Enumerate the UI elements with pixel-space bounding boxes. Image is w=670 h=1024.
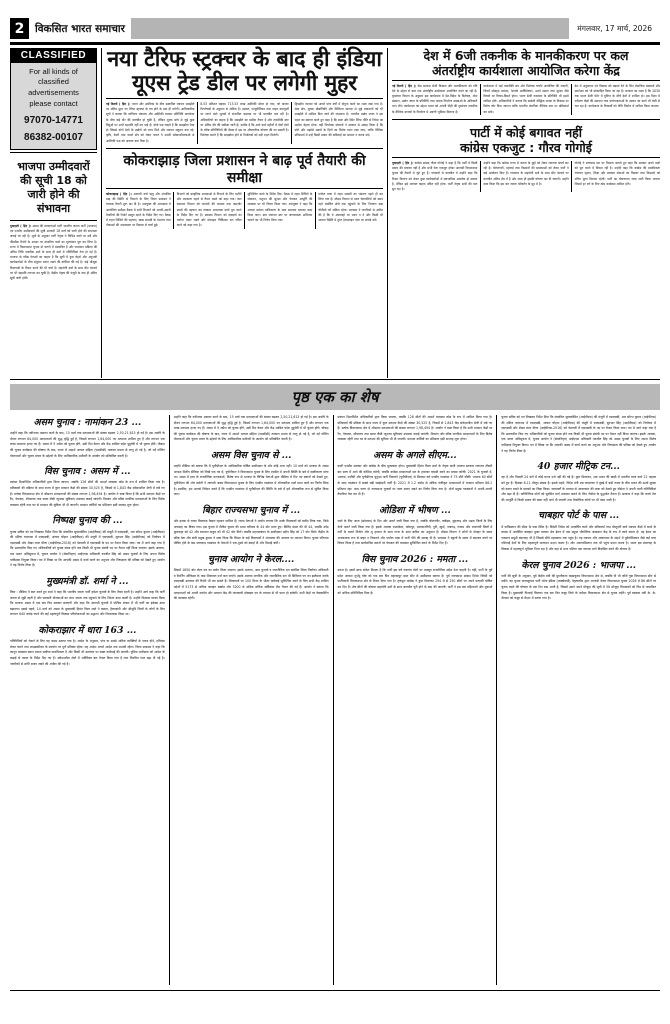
jump-body-1: प्रबंधन दिशानिर्देश अधिकारियों द्वारा किया जाएगा, जबकि 126 सीटों की आदर्श व्यवस्था कोड के रूप में शामिल किया गया है। प्रतिस्पर्धा की प्रक्रिया के साथ राज्य में कुल मतदान केंद्रों की संख्या 30,525 है, जिसमें से 1,843 केंद्र संवेदनशील श्रेणी में रखे गए हैं। प्रत्येक विधानसभा क्षेत्र में औसतन मतदाताओं की संख्या लगभग 1,98,494 है। आयोग ने स्पष्ट किया है कि सभी मतदान केंद्रों पर रैंप, पेयजल, शौचालय तथा छाया जैसी न्यूनतम सुविधाएं उपलब्ध कराई जाएंगी। दिव्यांग और वरिष्ठ नागरिक मतदाताओं के लिए विशेष व्यवस्था रहेगी तथा घर से मतदान की सुविधा भी दी जाएगी। मतदान कर्मियों का प्रशिक्षण इसी सप्ताह शुरू होगा। [10,480,165,507]
lead-headline-rule [106,98,383,99]
sixg-headline-line-2: अंतर्राष्ट्रीय कार्यशाला आयोजित करेगा केंद्र [432,62,620,78]
classified-phone-2: 86382-00107 [24,132,83,143]
jump-body-4: गतिविधियों को रोकने के लिए यह कदम उठाया गया है। आदेश के अनुसार, पांच या उससे अधिक व्यक्तियों के एकत्र होने, हथियार लेकर चलने तथा लाउडस्पीकर के उपयोग पर पूर्ण प्रतिबंध रहेगा। यह आदेश अगले आदेश तक प्रभावी रहेगा। जिला प्रशासन ने कहा कि कानून व्यवस्था बनाए रखना सर्वोच्च प्राथमिकता है और किसी भी उल्लंघन पर सख्त कार्रवाई की जाएगी। पुलिस अधीक्षक को आदेश के कड़ाई से पालन के निर्देश दिए गए हैं। संवेदनशील क्षेत्रों में अतिरिक्त बल तैनात किया गया है तथा नियमित गश्त बढ़ा दी गई है। नागरिकों से शांति बनाए रखने की अपील की गई है। [10,639,165,666]
lead-story-column [102,48,388,378]
bjp-headline-rule [10,220,97,221]
page-number: 2 [10,18,29,39]
lead-col-2: 8.53 प्रतिशत बढ़कर 713.53 लाख अमेरिकी डॉलर हो गया, जो बाजार विश्लेषकों के अनुमान से अधिक है। इस्पात, एल्युमीनियम तथा वाहन कलपुर्जों पर लगने वाले शुल्कों में संभावित बदलाव पर भी बातचीत चल रही है। अधिकारियों का कहना है कि समझौते का मसौदा तैयार है और तकनीकी स्तर पर अंतिम दौर की समीक्षा जारी है। उम्मीद है कि आने वाले महीनों में दोनों देशों के वरिष्ठ प्रतिनिधियों की बैठक में इस पर औपचारिक घोषणा की जा सकती है। विशेषज्ञ मानते हैं कि समझौता होने से निर्यातकों को बड़ी राहत मिलेगी। [200,102,289,138]
section-divider-rule [10,379,660,380]
sixg-headline-line-1: देश में 6जी तकनीक के मानकीकरण पर कल [423,47,629,63]
classified-phone-1: 97070-14771 [24,115,83,126]
jump-heading-12: चाबहार पोर्ट के पास ... [538,510,620,522]
sixg-col-2: कार्यशाला में कई तकनीकी सत्र और विशेषज्ञ चर्चाएं आयोजित की जाएंगी, जिनमें स्पेक्ट्रम प्रबंधन, नेटवर्क आर्किटेक्चर, ऊर्जा दक्षता तथा सुरक्षा जैसे विषयों पर विचार-विमर्श होगा। भारत 6जी गठबंधन के प्रतिनिधि भी इसमें शामिल होंगे। अधिकारियों ने बताया कि स्वदेशी बौद्धिक संपदा के विकास पर विशेष जोर दिया जाएगा ताकि भारतीय कंपनियां वैश्विक स्तर पर प्रतिस्पर्धा कर सकें। [483,83,569,114]
jump-heading-3: मुख्यमंत्री डॉ. शर्मा ने ... [46,575,129,587]
congress-col-2: उन्होंने कहा कि कांग्रेस राज्य में जनता के मुद्दों को लेकर लगातार संघर्ष कर रही है। बेरोजगारी, महंगाई तथा किसानों की समस्याओं को लेकर पार्टी ने कई आंदोलन किए हैं। गठबंधन के सहयोगी दलों के साथ सीट बंटवारे पर बातचीत अंतिम दौर में है और जल्द ही इसकी घोषणा कर दी जाएगी। उन्होंने दावा किया कि इस बार जनता परिवर्तन के मूड में है। [483,160,569,186]
kokrajhar-col-2: विभागों को प्राकृतिक आपदाओं से निपटने के लिए मशीनें और उपकरण पहले से तैयार रखने को कहा गया। जल संसाधन विभाग को तटबंधों की मरम्मत तथा कमजोर स्थलों की पहचान कर तत्काल आवश्यक कार्य पूरा करने के निर्देश दिए गए हैं। स्वास्थ्य विभाग को दवाइयों का पर्याप्त भंडार रखने और मोबाइल चिकित्सा दल गठित करने को कहा गया है। [176,191,242,228]
congress-headline-line-2: कांग्रेस एकजुट : गौरव गोगोई [460,140,592,156]
masthead-rule [10,42,660,45]
congress-dateline: गुवाहाटी ( हिंद )। [392,160,414,165]
kokrajhar-headline: कोकराझाड़ जिला प्रशासन ने बाढ़ पूर्व तैयारी की समीक्षा [123,152,366,186]
jump-heading-4: कोकराझार में धारा 163 ... [38,625,137,637]
page-footer-rule [10,990,660,991]
jump-column-4 [497,415,660,985]
jump-column-3 [334,415,498,985]
classified-header: CLASSIFIED [10,48,97,63]
jump-body-8: वाली एनडीए सरकार और कांग्रेस के बीच मुकाबला होगा। मुख्यमंत्री हिमंत विश्व शर्मा के नेतृत्व वाली भाजपा सरकार लगातार तीसरी बार सत्ता में आने की कोशिश करेगी, जबकि कांग्रेस मतदाताओं दल के हाराकर वापसी करने का प्रयास करेगी। 2021 के चुनावों में, भाजपा, एजीपी और यूपीडीएफ यूनूनम पार्टी निकलने (यूपीपीएल) से मिलकर बने एनडीए गठबंधन ने 75 सीटें जीतीं। भाजपा 60 सीटों के साथ गठबंधन में सबसे बड़ी साझेदारी पार्टी है। 2021 में 1.2 करोड़ से अधिक पंजीकृत मतदाताओं में मतदान प्रतिशत 86.2 प्रतिशत रहा। आठ चरण दो राज्यसभा चुनावों पर नजर बनाए रखने का निर्णय लिया गया है। दोनों प्रमुख गठबंधनों ने अपनी-अपनी तैयारियां तेज कर दी हैं। [337,464,493,497]
jump-body-2: चुनाव सचिव को पत्र लिखकर निर्देश दिया कि संचालित सुव्यवस्थित (आईपीएस) की मंजूरी में एसएसबी, आर सौरभ कुमार (आईपीएस) की दक्षिण चालनदा में एसएसबी, आंचल चौहान (आईपीएस) की मंजूरी में एसएसबी, सुरभार सिंह (आईपीएस) को निर्वाचन में एसएसबी और शेखर लाल मीणा (आईपीएस-2016) को पेशावरी में एसएसबी के पद पर तैनात किया जाए। पत्र में आगे कहा गया है कि भ्रमणशील किए गए अधिकारियों को चुनाव संपन्न होने तक किसी भी चुनाव संबंधी पद पर तैनात नहीं किया जाएगा। इसके अलावा, एक अलग अधिसूचना में, चुनाव आयोग ने (सेवानिवृत्त) आईएएस अधिकारी नवजीत सिंह को असम चुनावों के लिए अपना विशेष पर्यवेक्षक नियुक्त किया। पत्र में लिखा था कि आपकी असम में कार्य करने का अनुभव और निष्पक्षता की प्रतिष्ठा को देखते हुए आयोग ने यह निर्णय लिया है। [10,529,165,568]
jump-body-5: उन्होंने मीडिया को बताया कि मैं यूपीपीएल के आधिकारिक घोषित उम्मीदवार के और कोई अन्य नहीं। 10 मार्च को भाजपा के असम अध्यक्ष दिलीप सैकिया को लिखे एक पत्र में, यूपीपीएल ने विधानसभा चुनाव के लिए एनडीए में अपनी स्थिति के बारे में स्पष्टीकरण मांगा था। असम में हाल के राजनीतिक घटनाक्रमों, विशेष रूप से भाजपा के विभिन्न नेताओं द्वारा मीडिया में दिए गए बयानों को देखते हुए, यूपीपीएल की ओर कमेटी ने आगामी असम विधानसभा चुनाव के लिए एनडीए गठबंधन में औपचारिक दर्जा प्राप्त करने का निर्णय लिया है। इसलिए, हम आपसे निवेदन करते हैं कि एनडीए गठबंधन में यूपीपीएल की स्थिति के बारे में हमें औपचारिक रूप से सूचित किया जाए। [173,464,329,497]
bjp-list-body [10,224,97,282]
continuation-banner [10,384,660,410]
jump-body-9: जाते के लिए आज (सोमवार) के दिन और अलर्ट जारी किया गया है, जबकि बोलनगीर, क्योंझर, सुंदरगढ़ और भद्रक जिलों के लिए येलो अलर्ट जारी किया गया है। इसके अलावा राउरकेला, कोरापुट, मलकानगिरी, पुरी, खुर्दा, नयागढ़, गंजाम और राजगांवी जिलों में गर्मी के चलते निर्जल और लू हालात के साथ गरज के साथ बारिश का अनुमान है। मौसम विभाग ने लोगों से दोपहर के समय अनावश्यक रूप से बाहर न निकलने और पर्याप्त मात्रा में पानी पीने की सलाह दी है। प्रशासन ने स्कूलों के समय में बदलाव करने पर विचार किया है तथा सार्वजनिक स्थानों पर पेयजल की व्यवस्था सुनिश्चित करने के निर्देश दिए हैं। [337,519,493,546]
congress-col-3: गोगोई ने सत्तारूढ़ दल पर निशाना साधते हुए कहा कि सरकार अपने वादों को पूरा करने में विफल रही है। उन्होंने कहा कि कांग्रेस की प्राथमिकता रोजगार सृजन, शिक्षा और स्वास्थ्य सेवाओं का विस्तार तथा किसानों को उचित मूल्य दिलाना रहेगी। पार्टी का घोषणापत्र जल्द जारी किया जाएगा जिसमें हर वर्ग के लिए ठोस कार्यक्रम शामिल होंगे। [574,160,660,186]
jump-heading-5: असम विस चुनाव से ... [210,450,292,462]
publication-date: मंगलवार, 17 मार्च, 2026 [569,18,660,39]
congress-headline-line-1: पार्टी में कोई बगावत नहीं [469,124,583,140]
lead-headline-line-2: यूएस ट्रेड डील पर लगेगी मुहर [132,71,357,96]
lead-col-1 [106,102,194,144]
bjp-dateline: गुवाहाटी ( हिंद )। [10,223,32,228]
jump-heading-6: बिहार राज्यसभा चुनाव में ... [202,504,301,516]
classified-line-3: advertisements [28,88,79,98]
jump-heading-2: निष्पक्ष चुनाव की ... [52,515,123,527]
lead-dateline: नई दिल्ली ( हिंद )। [106,102,131,106]
classified-column [10,48,102,378]
top-section [10,48,660,378]
jump-carryover-text-3: चुनाव सचिव को पत्र लिखकर निर्देश दिया कि संचालित सुव्यवस्थित (आईपीएस) की मंजूरी में एसएसबी, आर सौरभ कुमार (आईपीएस) की दक्षिण चालनदा में एसएसबी, आंचल चौहान (आईपीएस) की मंजूरी में एसएसबी, सुरभार सिंह (आईपीएस) को निर्वाचन में एसएसबी और शेखर लाल मीणा (आईपीएस-2016) को पेशावरी में एसएसबी के पद पर तैनात किया जाए। पत्र में आगे कहा गया है कि भ्रमणशील किए गए अधिकारियों को चुनाव संपन्न होने तक किसी भी चुनाव संबंधी पद पर तैनात नहीं किया जाएगा। इसके अलावा, एक अलग अधिसूचना में, चुनाव आयोग ने (सेवानिवृत्त) आईएएस अधिकारी नवजीत सिंह को असम चुनावों के लिए अपना विशेष पर्यवेक्षक नियुक्त किया। पत्र में लिखा था कि आपकी असम में कार्य करने का अनुभव और निष्पक्षता की प्रतिष्ठा को देखते हुए आयोग ने यह निर्णय लिया है। [501,415,657,453]
jump-body-6: और इनका से राजद विधायक फैसल रहमान शामिल हैं। राजद नेताओं ने आरोप लगाया कि उनके विधायकों को खरीद लिया गया, जिसे अफवाह का विषय गया। इस चुनाव में नीतीश कुमार की प्रथम वरीयता के 44 वोट प्राप्त हुए। मिलिंद मंडल की भी 44, जबकि उपेंद्र कुशवाहा को 42 और रामनाथ ठाकुर को भी 42 वोट मिले। जबकि महागठबंधन के उम्मीदवार प्रदीप सिंह को 17 वोट मिले। केंद्रीय के वरिष्ठ नेता और संघी प्रमुख कुमार ने दावा किया कि विपक्ष के कई विधायकों ने अंतरात्मा की आवाज पर मतदान किया। चुनाव परिणाम घोषित होने के बाद सत्तारूढ़ गठबंधन के नेताओं ने एक-दूसरे को बधाई दी और मिठाई बांटी। [173,519,329,546]
bjp-body-text: असम की मतदाताओं पार्टी भारतीय जनता पार्टी (भाजपा) एवं एनडीए उम्मीदवारों की सूची आगामी 18 मार्च को जारी होने की संभावना जताई जा रही है। सूत्रों के अनुसार पार्टी नेतृत्व ने विभिन्न स्तरों पर सर्वे और फीडबैक रिपोर्ट के आधार पर संभावित नामों का मूल्यांकन पूरा कर लिया है। राज्य में विधानसभा चुनाव दो चरणों में प्रस्तावित हैं और नामांकन प्रक्रिया की अंतिम तिथि नजदीक आने के साथ ही दलों में गतिविधियां तेज हो गई हैं। भाजपा के वरिष्ठ नेताओं का कहना है कि सूची में युवा चेहरों और अनुभवी कार्यकर्ताओं के बीच संतुलन बनाए रखने की कोशिश की गई है। कई मौजूदा विधायकों के टिकट कटने की भी चर्चा है। सहयोगी दलों के साथ सीट बंटवारे पर भी सहमति लगभग बन चुकी है। केंद्रीय नेतृत्व की मंजूरी के बाद ही अंतिम सूची जारी होगी। [10,223,97,281]
sixg-headline [392,48,660,79]
continuation-banner-title: पृष्ठ एक का शेष [291,388,379,406]
jump-heading-13: केरल चुनाव 2026 : भाजपा ... [521,559,636,571]
jump-heading-7: चुनाव आयोग ने केरल.... [208,554,295,566]
congress-body-columns [392,161,660,192]
masthead [10,18,660,39]
lead-headline [106,48,383,97]
sixg-body-columns [392,84,660,115]
jump-body-10: करना है। इसमें साफ संकेत मिलता है कि पार्टी इस वर्ष पंचायत वोटों पर मजबूत राजनीतिक संदेश देना चाहती है। वहीं, पार्टी के पूर्व प्रदेश अध्यक्ष शुभेंदु घोष को एक बार फिर बहरामपुर सदर सीट से उम्मीदवार बनाया है। पूर्व राज्यसभा सांसद दिनेश त्रिवेदी को पार्टीव्यापी विधानसभा क्षेत्र से टिकट दिया गया है। तृणमूल कांग्रेस ने कुल मिलाकर 294 में से 230 सीटों पर अपने प्रत्याशी घोषित कर दिए हैं। शेष सीटों की घोषणा सहयोगी दलों के साथ बातचीत पूरी होने के बाद की जाएगी। पार्टी ने इस बार महिलाओं और युवाओं को अधिक प्रतिनिधित्व दिया है। [337,568,493,595]
sixg-dateline: नई दिल्ली ( हिंद )। [392,83,417,88]
kokrajhar-col-4: पर्याप्त मात्रा में राहत सामग्री का भंडारण पहले ही कर लिया गया है। मौसम विभाग से प्राप्त चेतावनियों को समय रहते संबंधित क्षेत्रों तक पहुंचाने के लिए नियंत्रण कक्ष चौबीसों घंटे सक्रिय रहेगा। प्रशासन ने नागरिकों से अपील की है कि वे अफवाहों पर ध्यान न दें और किसी भी आपात स्थिति में तुरंत हेल्पलाइन नंबर पर संपर्क करें। [318,191,383,223]
jump-body-12: में पाकिस्तान की सीमा के पास स्थित है। विदेशी निवेश को आकर्षित करने और प्रतिस्पर्धा तथा मौजूदगी वाले व्यापार केंद्रों में बनने के प्रयास में अवस्थित चाबहार मुक्त व्यापार क्षेत्र ईरान में एक प्रमुख भौगोलिक अवस्थान केंद्र के रूप में कार्य करता है। यह ईरान का एकमात्र समुद्री बंदरगाह भी है जिससे सीधे महासागर तक पहुंच है। यह व्यापार और आवागमन के संदर्भ में तुर्कमेनिस्तान जैसे कई मध्य एशियाई देशों के लिए महत्वपूर्ण पारगमन प्रदान करता है। और अफगानिस्तान तक भी पहुंच प्रदान करता है। भारत इस बंदरगाह के विकास में महत्वपूर्ण भूमिका निभा रहा है और यहां से मध्य एशिया तक व्यापार मार्ग विकसित करने की योजना है। [501,524,656,552]
sixg-col-3: देश में अनुसंधान एवं विकास को बढ़ावा देने के लिए शैक्षणिक संस्थानों और स्टार्टअप को भी प्रोत्साहित किया जा रहा है। सरकार का लक्ष्य है कि 2030 तक भारत 6जी पेटेंट में दुनिया के शीर्ष देशों में शामिल हो। इस दिशा में परीक्षण केंद्रों की स्थापना तथा प्रयोगशालाओं के उन्नयन का कार्य भी तेजी से चल रहा है। कार्यशाला के निष्कर्षों को नीति निर्माण में शामिल किया जाएगा। [574,83,660,109]
jump-heading-0: असम चुनाव : नामांकन 23 ... [33,417,142,428]
congress-headline [392,125,660,156]
sixg-bottom-rule [392,119,660,120]
lead-headline-line-1: नया टैरिफ स्ट्रक्चर के बाद ही इंडिया [107,46,382,72]
jump-body-11: रहा है और पिछली 24 घंटों में कोई घटना दर्ज नहीं की गई है। कुल मिलाकर, अब भारत की खाड़ी में भारतीय ध्वज वाले 22 जहाज बने हुए हैं। दिसंबर 6.11 मौजूद संख्या है। इससे पहले, विदेश मंत्री एस जयशंकर ने मुंबई में बढ़ी तनाव के बीच भारत की ऊर्जा सुरक्षा को बनाए रखने के प्रयासों का जिक्र किया। जलमार्गों के माध्यम से आवागमन की मात्रा को देखते हुए नौसेना ने अपनी गश्ती गतिविधियां और बढ़ा दी हैं। वाणिज्यिक पोतों को सुरक्षित मार्ग उपलब्ध कराने के लिए नौसेना के युद्धपोत तैनात हैं। सरकार ने कहा कि कच्चे तेल की आपूर्ति में किसी प्रकार की बाधा नहीं आने दी जाएगी तथा वैकल्पिक स्रोतों पर भी काम जारी है। [501,475,656,502]
sixg-headline-rule [392,80,660,81]
kokrajhar-col-1-text: आगामी वर्षा ऋतु और संभावित बाढ़ की स्थिति से निपटने के लिए जिला प्रशासन ने व्यापक तैयारी शुरू कर दी है। उपायुक्त की अध्यक्षता में आयोजित समीक्षा बैठक में सभी विभागों को अपनी-अपनी तैयारियों की रिपोर्ट प्रस्तुत करने के निर्देश दिए गए। बैठक में राहत शिविरों की पहचान, खाद्य सामग्री के भंडारण तथा नौकाओं की उपलब्धता पर विस्तार से चर्चा हुई। [106,191,171,228]
jump-heading-10: विस चुनाव 2026 : ममता ... [361,554,469,566]
congress-col-1 [392,161,477,192]
classified-line-1: For all kinds of [29,66,78,76]
jump-heading-1: विस चुनाव : असम में ... [44,466,131,478]
sixg-col-1-text: केंद्र सरकार 6जी विकास और मानकीकरण को गति देने के उद्देश्य से कल एक अंतर्राष्ट्रीय कार्यशाला आयोजित करने जा रही है। दूरसंचार विभाग के अनुसार इस कार्यशाला में देश-विदेश के विशेषज्ञ, शोध संस्थान, उद्योग जगत के प्रतिनिधि तथा मानक निर्धारण संस्थाओं के अधिकारी भाग लेंगे। कार्यशाला का उद्देश्य भारत को अगली पीढ़ी की दूरसंचार तकनीक के वैश्विक मानकों के निर्धारण में अग्रणी भूमिका दिलाना है। [392,83,478,114]
lead-body-columns [106,102,383,144]
jump-body-3: विधा : मीडिया ने बात करते हुए शर्मा ने कहा कि भारतीय जनता पार्टी हमेशा चुनावों के लिए तैयार रहती है। उन्होंने आगे कहा कि पार्टी जनता से जुड़ी रहती है और सरकारी योजनाओं का लाभ जनता तक पहुंचाने के लिए निरंतर काम करती है। उन्होंने विश्वास व्यक्त किया कि भाजपा असम में एक बार फिर सरकार बनाएगी और कहा कि आगामी चुनावों में पश्चिम बंगाल में भी पार्टी का इंडेक्स ऊंचा बढ़ाएगा। इससे पहले, 14 मार्च को असम के मुख्यमंत्री हिमंत विश्व शर्मा ने कछार, हैलाकांदी और श्रीभूमि जिलों के लोगों के लिए लगभग 640 करोड़ रुपये की कई महत्वपूर्ण विकास परियोजनाओं का उद्घाटन और शिलान्यास किया था। [10,589,165,617]
jump-heading-9: ओडिशा में भीषण ... [379,504,451,516]
sixg-col-1 [392,84,477,115]
classified-divider [10,152,97,153]
lead-col-3: द्विपक्षीय व्यापार को अगले पांच वर्षों में दोगुना करने का लक्ष्य रखा गया है। सेवा क्षेत्र, सूचना प्रौद्योगिकी और डिजिटल व्यापार से जुड़े प्रावधानों को भी समझौते में शामिल किए जाने की संभावना है। भारतीय उद्योग जगत ने इस पहल का स्वागत करते हुए कहा है कि स्पष्ट और स्थिर टैरिफ नीति से निवेश का माहौल बेहतर होगा। वहीं निर्यातक संगठनों ने सरकार से आग्रह किया है कि छोटे और मझोले उद्यमों के हितों का विशेष ध्यान रखा जाए, ताकि वैश्विक प्रतिस्पर्धा में उन्हें किसी प्रकार की कठिनाई का सामना न करना पड़े। [294,102,383,138]
jump-heading-11: 40 हजार मीट्रिक टन... [537,461,620,473]
jump-carryover-text-2: प्रबंधन दिशानिर्देश अधिकारियों द्वारा किया जाएगा, जबकि 126 सीटों की आदर्श व्यवस्था कोड के रूप में शामिल किया गया है। प्रतिस्पर्धा की प्रक्रिया के साथ राज्य में कुल मतदान केंद्रों की संख्या 30,525 है, जिसमें से 1,843 केंद्र संवेदनशील श्रेणी में रखे गए हैं। प्रत्येक विधानसभा क्षेत्र में औसतन मतदाताओं की संख्या लगभग 1,98,494 है। आयोग ने स्पष्ट किया है कि सभी मतदान केंद्रों पर रैंप, पेयजल, शौचालय तथा छाया जैसी न्यूनतम सुविधाएं उपलब्ध कराई जाएंगी। दिव्यांग और वरिष्ठ नागरिक मतदाताओं के लिए विशेष व्यवस्था रहेगी तथा घर से मतदान की सुविधा भी दी जाएगी। मतदान कर्मियों का प्रशिक्षण इसी सप्ताह शुरू होगा। [337,415,493,442]
classified-line-2: classified [38,77,69,87]
jump-body-13: पार्टी की सूची के अनुसार, पूर्व केंद्रीय मंत्री की मुरलीधरन कझाकूटम विधानसभा क्षेत्र से, जबकि पी भी जॉर्ज गुंडा विधानसभा सीट से लड़ेंगे। यह चुनाव कन्याकुमार पार्टी ऑफ इंडिया (मार्क्सवादी) नेतृत्वाधीन द्वारा आगामी केरल विधानसभा चुनाव 2026 में 86 सीटों पर चुनाव लड़ने की घोषणा के एक दिन बाद आती है, जिसमें उसने अपने मौजूदा की सूची में 56 मौजूदा विधायकों को फिर से नामांकित किया है। मुख्यमंत्री पिनराई विजयन एक बार फिर कन्नूर जिले के धर्मदम विधानसभा क्षेत्र से चुनाव लड़ेंगे। पूर्व स्वास्थ्य मंत्री के. के. शैलजा को कन्नूर से मैदान में उतारा गया है। [501,573,656,601]
lead-story-bottom-rule [106,148,383,149]
jump-column-1 [10,415,170,985]
bjp-list-headline: भाजपा उम्मीदवारों की सूची 18 को जारी होने की संभावना [17,159,90,215]
jump-section [10,415,660,985]
jump-body-0: उन्होंने कहा कि नवीनतम अद्यतन करने के बाद, 15 मार्च तक मतदाताओं की संख्या बढ़कर 2,50,21,613 हो गई है। इस अवधि के दौरान लगभग 64,000 मतदाताओं की शुद्ध वृद्धि हुई है, जिसमें लगभग 1,64,000 नए मतदाता शामिल हुए हैं और लगभग एक लाख मतदाता हटाए गए हैं। असम में 9 अप्रैल को चुनाव होंगे, उसी दिन केरल और केंद्र शासित प्रदेश पुडुचेरी में भी चुनाव होंगे। चौबदा की चुनाव कार्यक्रम की घोषणा के बाद, राज्य में आदर्श आचार संहिता (एमसीसी) तत्काल प्रभाव से लागू हो गई है, जो नई पोलिंग योजनाओं और चुनाव प्रचार के उद्देश्यों के लिए आधिकारिक मशीनरी के उपयोग को प्रतिबंधित करती है। [10,431,165,458]
jump-column-2 [170,415,334,985]
jump-body-7: जिसमें 1650 बोट वोटर मंत्र का प्रयोग किया जाएगा। इसके अलावा, आम चुनावों व राजनीतिक दल संबंधित जिला निर्वाचन अधिकारी व रिटर्निंग ऑफिसर के पास शिकायत दर्ज करा पाएंगे। इसके अलावा नागरिक और राजनीतिक दल भी डिजिटल एप का इस्तेमाल करके एसएसबी उल्लंघन की रिपोर्ट भी कर सकते हैं। शिकायतों पर 100 मिनट के भीतर कार्रवाई सुनिश्चित करने के लिए सभी केंद्र शासित प्रदेशों में 5173 से अधिक फ्लाइंग स्क्वॉड और 5200 से अधिक स्टेटिक सर्विलांस टीम तैनात की गई हैं। आयोग ने बताया कि मतदाताओं को अपनी मतदेय और मतदान केंद्र की जानकारी मोबाइल एप के माध्यम से भी प्राप्त हो सकेगी। सभी केंद्रों पर वेबकास्टिंग की व्यवस्था रहेगी। [173,568,329,601]
classified-line-4: please contact [29,99,78,109]
kokrajhar-col-3: सुनिश्चित करने के निर्देश दिए। बैठक में राहत शिविरों के संचालन, पशुधन की सुरक्षा और पेयजल आपूर्ति की व्यवस्था पर भी विचार किया गया। उपायुक्त ने कहा कि आपदा प्रबंधन प्राधिकरण के साथ समन्वय बनाकर काम किया जाए। ग्राम पंचायत स्तर पर जागरूकता अभियान चलाने का भी निर्णय लिया गया। [247,191,313,223]
publication-title: विकसित भारत समाचार [29,18,131,39]
jump-heading-8: असम के अगले सीएम... [373,450,457,462]
right-stories-column [388,48,660,378]
lead-col-1-text: भारत और अमेरिका के बीच प्रस्तावित व्यापार समझौते पर अंतिम मुहर नए टैरिफ स्ट्रक्चर के तय होने के बाद ही लगेगी। आधिकारिक सूत्रों ने बताया कि वाणिज्य मंत्रालय और अमेरिकी व्यापार प्रतिनिधि कार्यालय के बीच कई दौर की बातचीत हो चुकी है, लेकिन शुल्क ढांचे से जुड़े कुछ बिंदुओं पर अभी सहमति नहीं बन पाई है। दोनों पक्ष चाहते हैं कि समझौता ऐसा हो जिससे दोनों देशों के उद्योगों को लाभ मिले और व्यापार संतुलन बना रहे। कृषि, डेयरी तथा फार्मा क्षेत्र को लेकर भारत ने अपनी संवेदनशीलताओं से अमेरिकी पक्ष को अवगत करा दिया है। [106,102,195,143]
masthead-spacer [131,18,569,39]
kokrajhar-dateline: कोकराझाड़ ( हिंद )। [106,191,132,196]
classified-box [10,63,97,151]
jump-carryover-text: उन्होंने कहा कि नवीनतम अद्यतन करने के बाद, 15 मार्च तक मतदाताओं की संख्या बढ़कर 2,50,21,613 हो गई है। इस अवधि के दौरान लगभग 64,000 मतदाताओं की शुद्ध वृद्धि हुई है, जिसमें लगभग 1,64,000 नए मतदाता शामिल हुए हैं और लगभग एक लाख मतदाता हटाए गए हैं। असम में 9 अप्रैल को चुनाव होंगे, उसी दिन केरल और केंद्र शासित प्रदेश पुडुचेरी में भी चुनाव होंगे। चौबदा की चुनाव कार्यक्रम की घोषणा के बाद, राज्य में आदर्श आचार संहिता (एमसीसी) तत्काल प्रभाव से लागू हो गई है, जो नई पोलिंग योजनाओं और चुनाव प्रचार के उद्देश्यों के लिए आधिकारिक मशीनरी के उपयोग को प्रतिबंधित करती है। [173,415,329,442]
congress-col-1-text: कांग्रेस सांसद गौरव गोगोई ने कहा है कि पार्टी में किसी प्रकार की बगावत नहीं है और सभी नेता एकजुट होकर आगामी विधानसभा चुनाव की तैयारी में जुटे हुए हैं। पत्रकारों से बातचीत में उन्होंने कहा कि टिकट वितरण को लेकर कुछ कार्यकर्ताओं में स्वाभाविक असंतोष हो सकता है, लेकिन इसे बगावत कहना उचित नहीं होगा। पार्टी नेतृत्व सभी की बात सुन रहा है। [392,160,478,192]
kokrajhar-headline-rule [106,188,383,189]
kokrajhar-col-1 [106,192,171,229]
congress-headline-rule [392,157,660,158]
kokrajhar-body-columns [106,192,383,229]
